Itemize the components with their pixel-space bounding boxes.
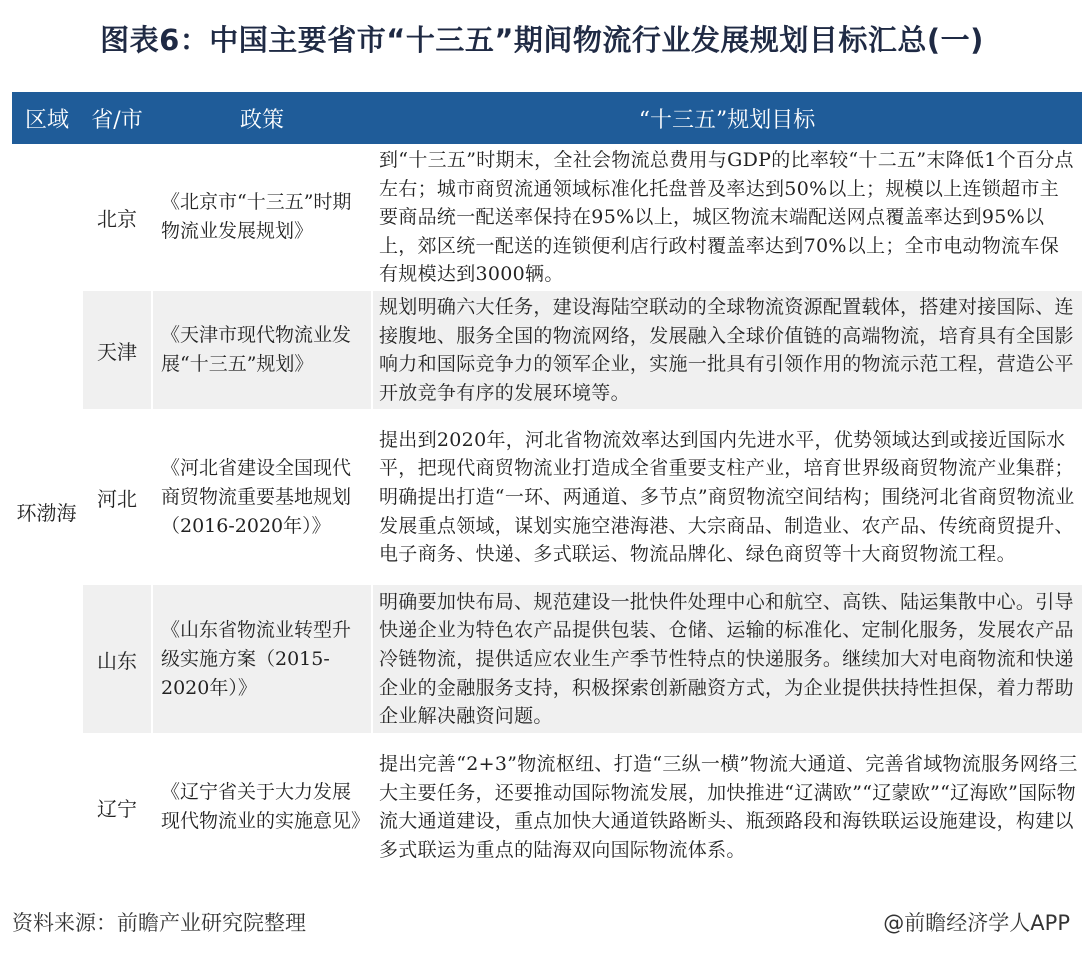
province-cell: 山东 xyxy=(82,585,152,733)
policy-cell: 《辽宁省关于大力发展现代物流业的实施意见》 xyxy=(152,733,372,881)
table-header-row xyxy=(12,92,1082,144)
policy-cell: 《河北省建设全国现代商贸物流重要基地规划（2016-2020年）》 xyxy=(152,409,372,585)
region-cell: 环渤海 xyxy=(12,144,82,881)
province-cell: 北京 xyxy=(82,144,152,291)
header-goal: “十三五”规划目标 xyxy=(372,92,1082,144)
goal-cell: 提出到2020年，河北省物流效率达到国内先进水平，优势领域达到或接近国际水平，把现代商贸物流业打造成全省重要支柱产业，培育世界级商贸物流产业集群；明确提出打造“一环、两通道、多节点”商贸物流空间结构；围绕河北省商贸物流业发展重点领域，谋划实施空港海港、大宗商品、制造业、农产品、传统商贸提升、电子商务、快递、多式联运、物流品牌化、绿色商贸等十大商贸物流工程。 xyxy=(372,409,1082,585)
source-note: 资料来源：前瞻产业研究院整理 xyxy=(12,911,306,935)
chart-title: 图表6：中国主要省市“十三五”期间物流行业发展规划目标汇总(一) xyxy=(100,23,984,57)
policy-table xyxy=(12,92,1082,881)
province-cell: 河北 xyxy=(82,409,152,585)
province-cell: 天津 xyxy=(82,291,152,409)
goal-cell: 明确要加快布局、规范建设一批快件处理中心和航空、高铁、陆运集散中心。引导快递企业为特色农产品提供包装、仓储、运输的标准化、定制化服务，发展农产品冷链物流，提供适应农业生产季节性特点的快递服务。继续加大对电商物流和快递企业的金融服务支持，积极探索创新融资方式，为企业提供扶持性担保，着力帮助企业解决融资问题。 xyxy=(372,585,1082,733)
goal-cell: 提出完善“2+3”物流枢纽、打造“三纵一横”物流大通道、完善省域物流服务网络三大主要任务，还要推动国际物流发展，加快推进“辽满欧”“辽蒙欧”“辽海欧”国际物流大通道建设，重点加快大通道铁路断头、瓶颈路段和海铁联运设施建设，构建以多式联运为重点的陆海双向国际物流体系。 xyxy=(372,733,1082,881)
goal-cell: 到“十三五”时期末，全社会物流总费用与GDP的比率较“十二五”末降低1个百分点左右；城市商贸流通领域标准化托盘普及率达到50%以上；规模以上连锁超市主要商品统一配送率保持在95%以上，城区物流末端配送网点覆盖率达到95%以上，郊区统一配送的连锁便利店行政村覆盖率达到70%以上；全市电动物流车保有规模达到3000辆。 xyxy=(372,144,1082,291)
header-region: 区域 xyxy=(12,92,82,144)
table-row xyxy=(12,409,1082,585)
goal-cell: 规划明确六大任务，建设海陆空联动的全球物流资源配置载体，搭建对接国际、连接腹地、服务全国的物流网络，发展融入全球价值链的高端物流，培育具有全国影响力和国际竞争力的领军企业，实施一批具有引领作用的物流示范工程，营造公平开放竞争有序的发展环境等。 xyxy=(372,291,1082,409)
table-row xyxy=(12,733,1082,881)
brand-credit: @前瞻经济学人APP xyxy=(883,911,1070,935)
policy-cell: 《山东省物流业转型升级实施方案（2015-2020年）》 xyxy=(152,585,372,733)
header-policy: 政策 xyxy=(152,92,372,144)
header-province: 省/市 xyxy=(82,92,152,144)
policy-cell: 《天津市现代物流业发展“十三五”规划》 xyxy=(152,291,372,409)
table-row xyxy=(12,291,1082,409)
table-row xyxy=(12,144,1082,291)
policy-cell: 《北京市“十三五”时期物流业发展规划》 xyxy=(152,144,372,291)
province-cell: 辽宁 xyxy=(82,733,152,881)
table-row xyxy=(12,585,1082,733)
